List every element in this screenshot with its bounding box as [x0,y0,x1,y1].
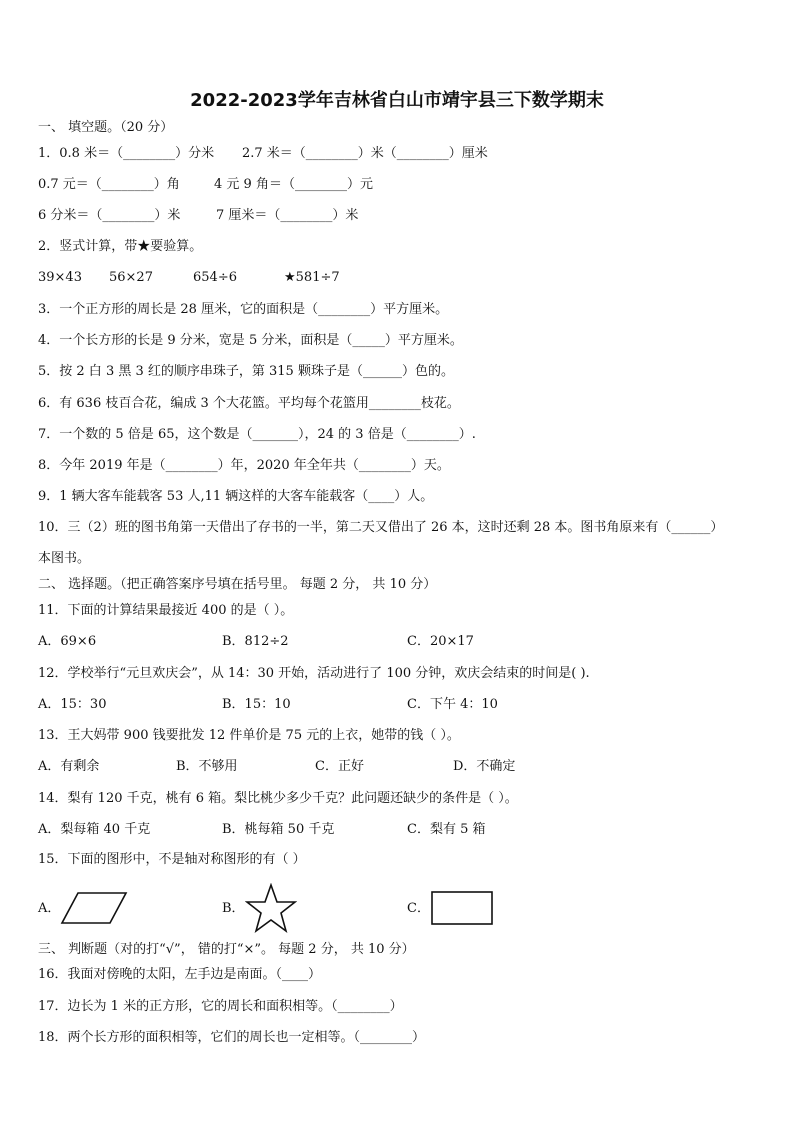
question-4: 4．一个长方形的长是 9 分米，宽是 5 分米，面积是（_____）平方厘米。 [38,333,463,348]
option-b: B．15：10 [222,697,291,712]
calc-item: ★581÷7 [284,270,340,285]
question-11: 11．下面的计算结果最接近 400 的是（ ）。 [38,603,294,618]
option-c: C． [407,901,430,916]
question-18: 18．两个长方形的面积相等，它们的周长也一定相等。（________） [38,1030,426,1045]
option-b: B．桃每箱 50 千克 [222,822,335,837]
option-a: A．15：30 [38,697,107,712]
question-8: 8．今年 2019 年是（________）年，2020 年全年共（________）天。 [38,458,450,473]
option-c: C．正好 [315,759,364,774]
calc-item: 39×43 [38,270,82,285]
question-1c: 0.7 元＝（________）角 [38,177,180,192]
question-2: 2．竖式计算，带★要验算。 [38,239,203,254]
question-14: 14．梨有 120 千克，桃有 6 箱。梨比桃少多少千克？此问题还缺少的条件是（ ）。 [38,791,518,806]
section-3-heading: 三、 判断题（对的打“√”， 错的打“×”。 每题 2 分， 共 10 分） [38,942,415,957]
option-a: A．69×6 [38,634,97,649]
calc-item: 56×27 [109,270,153,285]
rectangle-figure [430,890,494,926]
question-7: 7．一个数的 5 倍是 65，这个数是（_______），24 的 3 倍是（________）. [38,427,476,442]
question-12: 12．学校举行“元旦欢庆会”，从 14：30 开始，活动进行了 100 分钟，欢庆会结束的时间是( ). [38,666,590,681]
question-13: 13．王大妈带 900 钱要批发 12 件单价是 75 元的上衣，她带的钱（ ）。 [38,728,460,743]
star-figure [245,883,297,933]
option-a: A．有剩余 [38,759,100,774]
section-2-heading: 二、 选择题。（把正确答案序号填在括号里。 每题 2 分， 共 10 分） [38,577,437,592]
question-1d: 4 元 9 角＝（________）元 [214,177,373,192]
question-1e: 6 分米＝（________）米 [38,208,181,223]
question-17: 17．边长为 1 米的正方形，它的周长和面积相等。（________） [38,999,403,1014]
question-9: 9．1 辆大客车能载客 53 人,11 辆这样的大客车能载客（____）人。 [38,489,434,504]
parallelogram-figure [60,890,128,926]
option-b: B．812÷2 [222,634,289,649]
section-1-heading: 一、 填空题。（20 分） [38,120,174,135]
option-c: C．下午 4：10 [407,697,498,712]
question-5: 5．按 2 白 3 黑 3 红的顺序串珠子，第 315 颗珠子是（______）色的。 [38,364,454,379]
option-c: C．20×17 [407,634,474,649]
question-1f: 7 厘米＝（________）米 [216,208,359,223]
option-c: C．梨有 5 箱 [407,822,486,837]
question-16: 16．我面对傍晚的太阳，左手边是南面。（____） [38,967,322,982]
question-1a: 1．0.8 米＝（________）分米 [38,146,215,161]
calc-item: 654÷6 [193,270,237,285]
option-a: A． [38,901,61,916]
option-b: B．不够用 [176,759,238,774]
question-3: 3．一个正方形的周长是 28 厘米，它的面积是（________）平方厘米。 [38,302,449,317]
question-10: 10．三（2）班的图书角第一天借出了存书的一半，第二天又借出了 26 本，这时还剩 28 本。图书角原来有（______） [38,520,724,535]
question-1b: 2.7 米＝（________）米（________）厘米 [242,146,488,161]
question-10-continued: 本图书。 [38,551,91,566]
option-a: A．梨每箱 40 千克 [38,822,151,837]
option-d: D．不确定 [453,759,516,774]
page-title: 2022-2023学年吉林省白山市靖宇县三下数学期末 [190,90,604,111]
question-15: 15．下面的图形中，不是轴对称图形的有（ ） [38,852,306,867]
question-6: 6．有 636 枝百合花，编成 3 个大花篮。平均每个花篮用________枝花。 [38,396,460,411]
option-b: B． [222,901,245,916]
